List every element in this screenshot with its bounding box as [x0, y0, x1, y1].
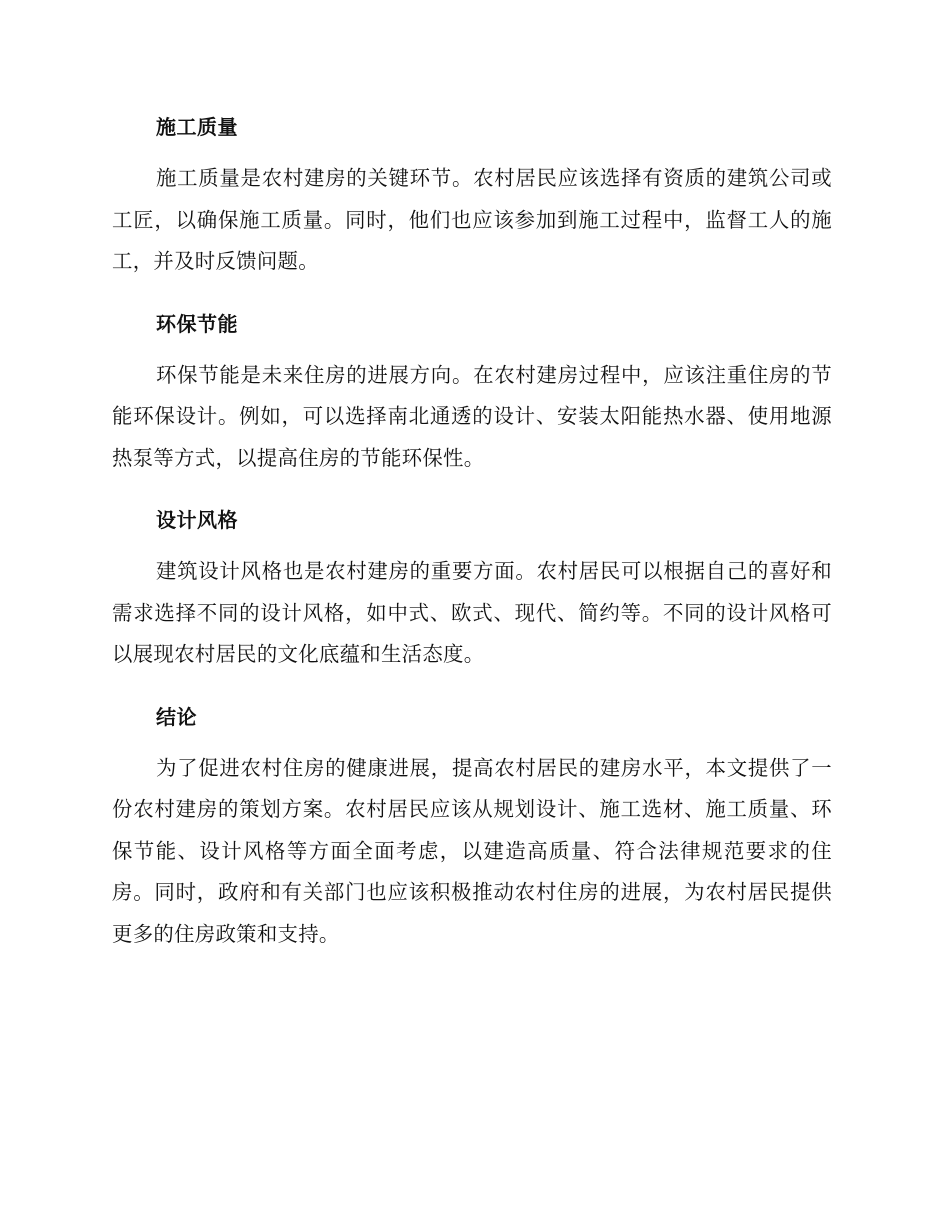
section-construction-quality	[112, 108, 832, 283]
section-conclusion	[112, 698, 832, 956]
section-paragraph: 施工质量是农村建房的关键环节。农村居民应该选择有资质的建筑公司或工匠，以确保施工质量。同时，他们也应该参加到施工过程中，监督工人的施工，并及时反馈问题。	[112, 166, 832, 273]
section-paragraph: 环保节能是未来住房的进展方向。在农村建房过程中，应该注重住房的节能环保设计。例如，可以选择南北通透的设计、安装太阳能热水器、使用地源热泵等方式，以提高住房的节能环保性。	[112, 362, 832, 470]
section-heading: 设计风格	[156, 508, 238, 532]
section-heading: 结论	[156, 704, 197, 729]
section-paragraph: 建筑设计风格也是农村建房的重要方面。农村居民可以根据自己的喜好和需求选择不同的设计风格，如中式、欧式、现代、简约等。不同的设计风格可以展现农村居民的文化底蕴和生活态度。	[112, 559, 832, 666]
section-paragraph: 为了促进农村住房的健康进展，提高农村居民的建房水平，本文提供了一份农村建房的策划方案。农村居民应该从规划设计、施工选材、施工质量、环保节能、设计风格等方面全面考虑，以建造高质量、符合法律规范要求的住房。同时，政府和有关部门也应该积极推动农村住房的进展，为农村居民提供更多的住房政策和支持。	[112, 755, 832, 946]
section-heading: 环保节能	[156, 311, 238, 336]
section-eco-energy	[112, 305, 832, 480]
section-design-style	[112, 501, 832, 676]
section-heading: 施工质量	[156, 115, 238, 139]
document-body	[112, 108, 832, 977]
